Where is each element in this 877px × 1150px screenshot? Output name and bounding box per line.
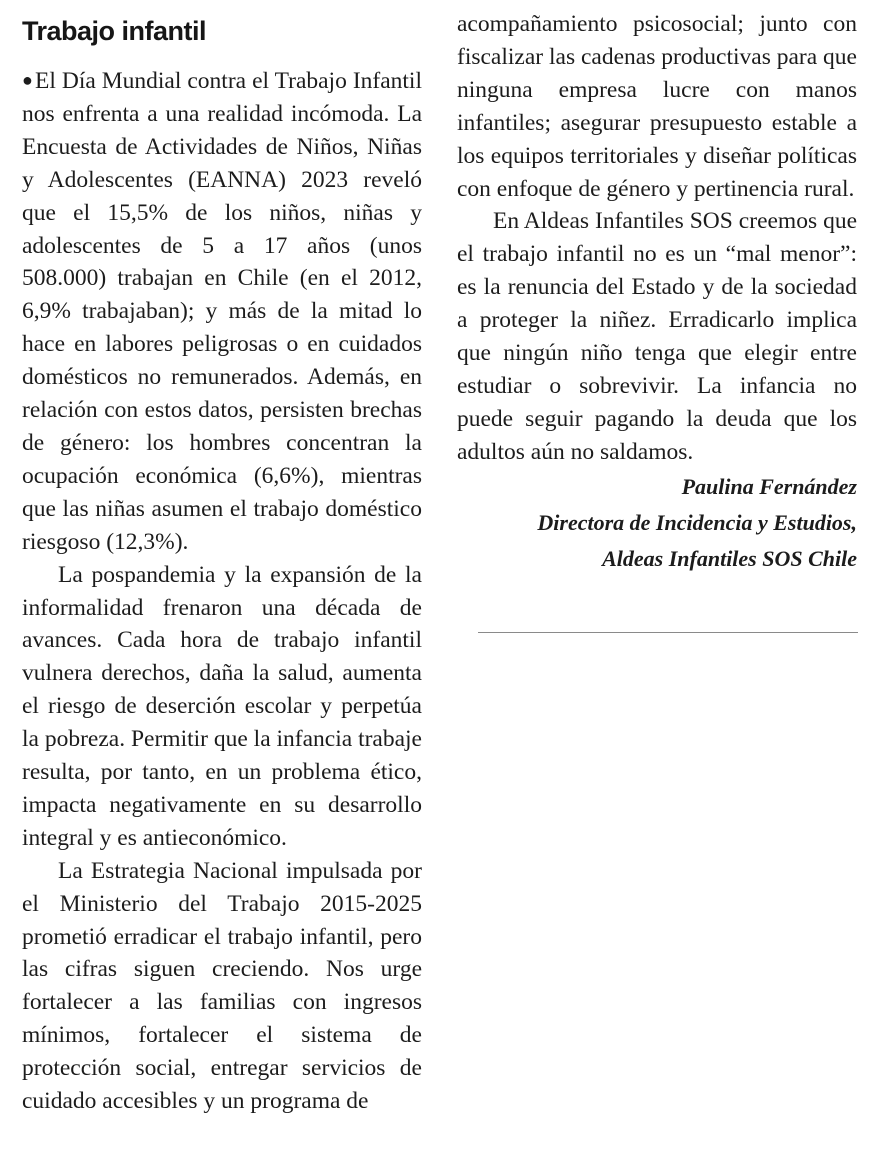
paragraph-1 — [22, 64, 422, 559]
paragraph-3: La Estrategia Nacional impulsada por el Ministerio del Trabajo 2015-2025 prometió erradicar el trabajo infantil, pero las cifras siguen creciendo. Nos urge fortalecer a las familias con ingresos mínimos, fortalecer el sistema de protección social, entregar servicios de cuidado accesibles y un programa de — [22, 857, 422, 1115]
paragraph-5: En Aldeas Infantiles SOS creemos que el trabajo infantil no es un “mal menor”: es la renuncia del Estado y de la sociedad a proteger la niñez. Erradicarlo implica que ningún niño tenga que elegir entre estudiar o sobrevivir. La infancia no puede seguir pagando la deuda que los adultos aún no saldamos. — [457, 208, 857, 465]
section-divider — [478, 632, 858, 633]
bullet-icon: ● — [22, 70, 33, 90]
author-name: Paulina Fernández — [681, 473, 857, 499]
paragraph-4: acompañamiento psicosocial; junto con fiscalizar las cadenas productivas para que ninguna empresa lucre con manos infantiles; asegurar presupuesto estable a los equipos territoriales y diseñar políticas con enfoque de género y pertinencia rural. — [457, 11, 857, 202]
article-column-left — [22, 64, 422, 1118]
author-organization: Aldeas Infantiles SOS Chile — [602, 545, 857, 571]
article-title: Trabajo infantil — [22, 16, 207, 46]
signature-block — [457, 469, 857, 577]
paragraph-1-text: El Día Mundial contra el Trabajo Infantil nos enfrenta a una realidad incómoda. La Encuesta de Actividades de Niños, Niñas y Adolescentes (EANNA) 2023 reveló que el 15,5% de los niños, niñas y adolescentes de 5 a 17 años (unos 508.000) trabajan en Chile (en el 2012, 6,9% trabajaban); y más de la mitad lo hace en labores peligrosas o en cuidados domésticos no remunerados. Además, en relación con estos datos, persisten brechas de género: los hombres concentran la ocupación económica (6,6%), mientras que las niñas asumen el trabajo doméstico riesgoso (12,3%). — [22, 68, 422, 555]
paragraph-2: La pospandemia y la expansión de la informalidad frenaron una década de avances. Cada hora de trabajo infantil vulnera derechos, daña la salud, aumenta el riesgo de deserción escolar y perpetúa la pobreza. Permitir que la infancia trabaje resulta, por tanto, en un problema ético, impacta negativamente en su desarrollo integral y es antieconómico. — [22, 561, 422, 851]
article-column-right — [457, 8, 857, 577]
author-role: Directora de Incidencia y Estudios, — [537, 509, 857, 535]
